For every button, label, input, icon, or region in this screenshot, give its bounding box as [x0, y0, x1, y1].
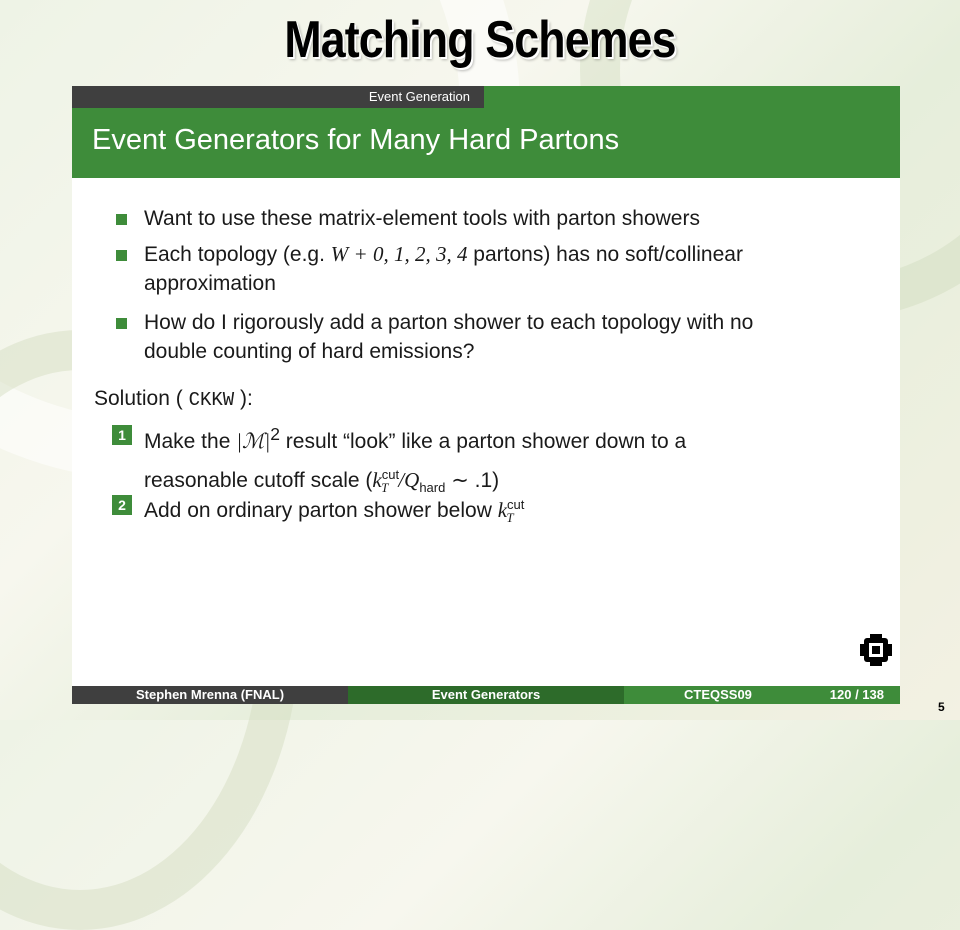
solution-text: ):	[234, 387, 253, 410]
bullet-square-icon	[116, 250, 127, 261]
math-superscript: cut	[381, 467, 400, 482]
number-badge: 2	[112, 495, 132, 515]
embedded-beamer-slide	[72, 86, 900, 704]
math-expression: W + 0, 1, 2, 3, 4	[330, 242, 468, 266]
section-bar-fill	[484, 86, 900, 108]
math-expression: k	[497, 498, 508, 522]
footer-author: Stephen Mrenna (FNAL)	[72, 686, 348, 704]
math-expression: /Q	[398, 468, 420, 492]
footer-talk: Event Generators	[348, 686, 624, 704]
step-text-part: Make the	[144, 430, 237, 453]
math-expression: |ℳ|	[236, 429, 271, 453]
step-text-part: reasonable cutoff scale (	[144, 469, 373, 492]
bullet-square-icon	[116, 214, 127, 225]
frame-title: Event Generators for Many Hard Partons	[72, 108, 900, 178]
bullet-text-part: partons) has no soft/collinear	[467, 243, 743, 266]
bullet-text: Want to use these matrix-element tools with parton showers	[144, 207, 700, 230]
footer-page: 120 / 138	[829, 687, 884, 702]
fermilab-logo-icon	[858, 632, 894, 668]
bullet-text	[144, 308, 874, 366]
section-bar	[72, 86, 900, 108]
code-text: CKKW	[188, 389, 235, 411]
footer-event: CTEQSS09	[684, 687, 752, 702]
bullet-text-part: approximation	[144, 272, 276, 295]
step-text-part: Add on ordinary parton shower below	[144, 499, 498, 522]
slide-number: 5	[938, 700, 945, 714]
section-label: Event Generation	[72, 86, 484, 108]
bullet-text	[144, 240, 874, 298]
footer-event-page	[624, 686, 900, 704]
bullet-text-part: Each topology (e.g.	[144, 243, 331, 266]
slide-footer	[72, 686, 900, 704]
numbered-text	[144, 488, 864, 534]
math-subscript: T	[381, 480, 389, 496]
math-superscript: 2	[270, 424, 280, 444]
step-text-part: result “look” like a parton shower down to a	[279, 430, 687, 453]
math-subscript: T	[506, 510, 514, 526]
solution-text: Solution (	[94, 387, 189, 410]
solution-line	[94, 384, 253, 415]
bullet-text-part: How do I rigorously add a parton shower to each topology with no	[144, 311, 754, 334]
math-subscript: hard	[419, 480, 446, 496]
bullet-text-part: double counting of hard emissions?	[144, 340, 475, 363]
slide-title: Matching Schemes	[284, 11, 676, 69]
math-superscript: cut	[507, 497, 525, 512]
math-expression: k	[372, 468, 382, 492]
step-text-part: ∼ .1)	[445, 469, 500, 492]
bullet-square-icon	[116, 318, 127, 329]
number-badge: 1	[112, 425, 132, 445]
